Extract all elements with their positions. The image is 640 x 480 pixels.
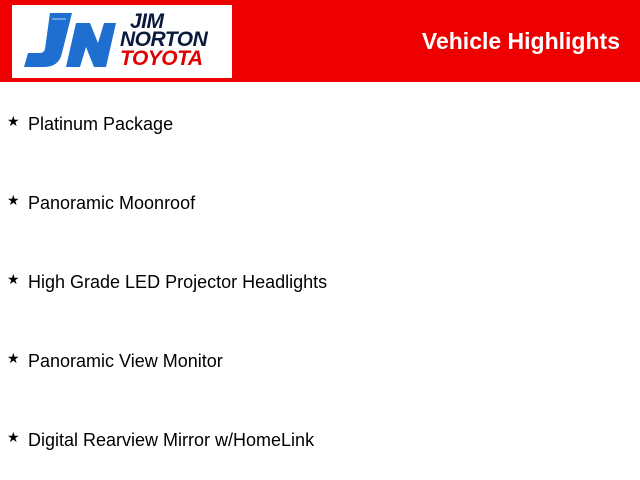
- highlight-item: [0, 112, 620, 136]
- highlight-item: [0, 349, 620, 373]
- highlight-item: [0, 428, 620, 452]
- logo-line-jim: JIM: [130, 10, 164, 33]
- logo-line-toyota: TOYOTA: [120, 47, 203, 70]
- star-icon: ★: [7, 272, 20, 288]
- logo-wordmark: [120, 8, 230, 74]
- highlight-label: Panoramic Moonroof: [28, 193, 196, 213]
- highlight-label: Platinum Package: [28, 114, 174, 134]
- star-icon: ★: [7, 114, 20, 130]
- logo-line-norton: NORTON: [120, 28, 208, 51]
- jn-logo-mark: [20, 9, 120, 73]
- page-title: Vehicle Highlights: [421, 28, 620, 54]
- star-icon: ★: [7, 351, 20, 367]
- header-bar: [0, 0, 640, 82]
- highlight-label: Panoramic View Monitor: [28, 351, 223, 371]
- highlight-item: [0, 191, 620, 215]
- logo-letter-n: [66, 23, 116, 67]
- logo-letter-j: [24, 13, 72, 67]
- highlight-label: Digital Rearview Mirror w/HomeLink: [28, 430, 315, 450]
- star-icon: ★: [7, 430, 20, 446]
- highlight-label: High Grade LED Projector Headlights: [28, 272, 328, 292]
- highlight-item: [0, 270, 620, 294]
- highlights-list: [0, 82, 640, 480]
- star-icon: ★: [7, 193, 20, 209]
- dealer-logo: [12, 5, 232, 78]
